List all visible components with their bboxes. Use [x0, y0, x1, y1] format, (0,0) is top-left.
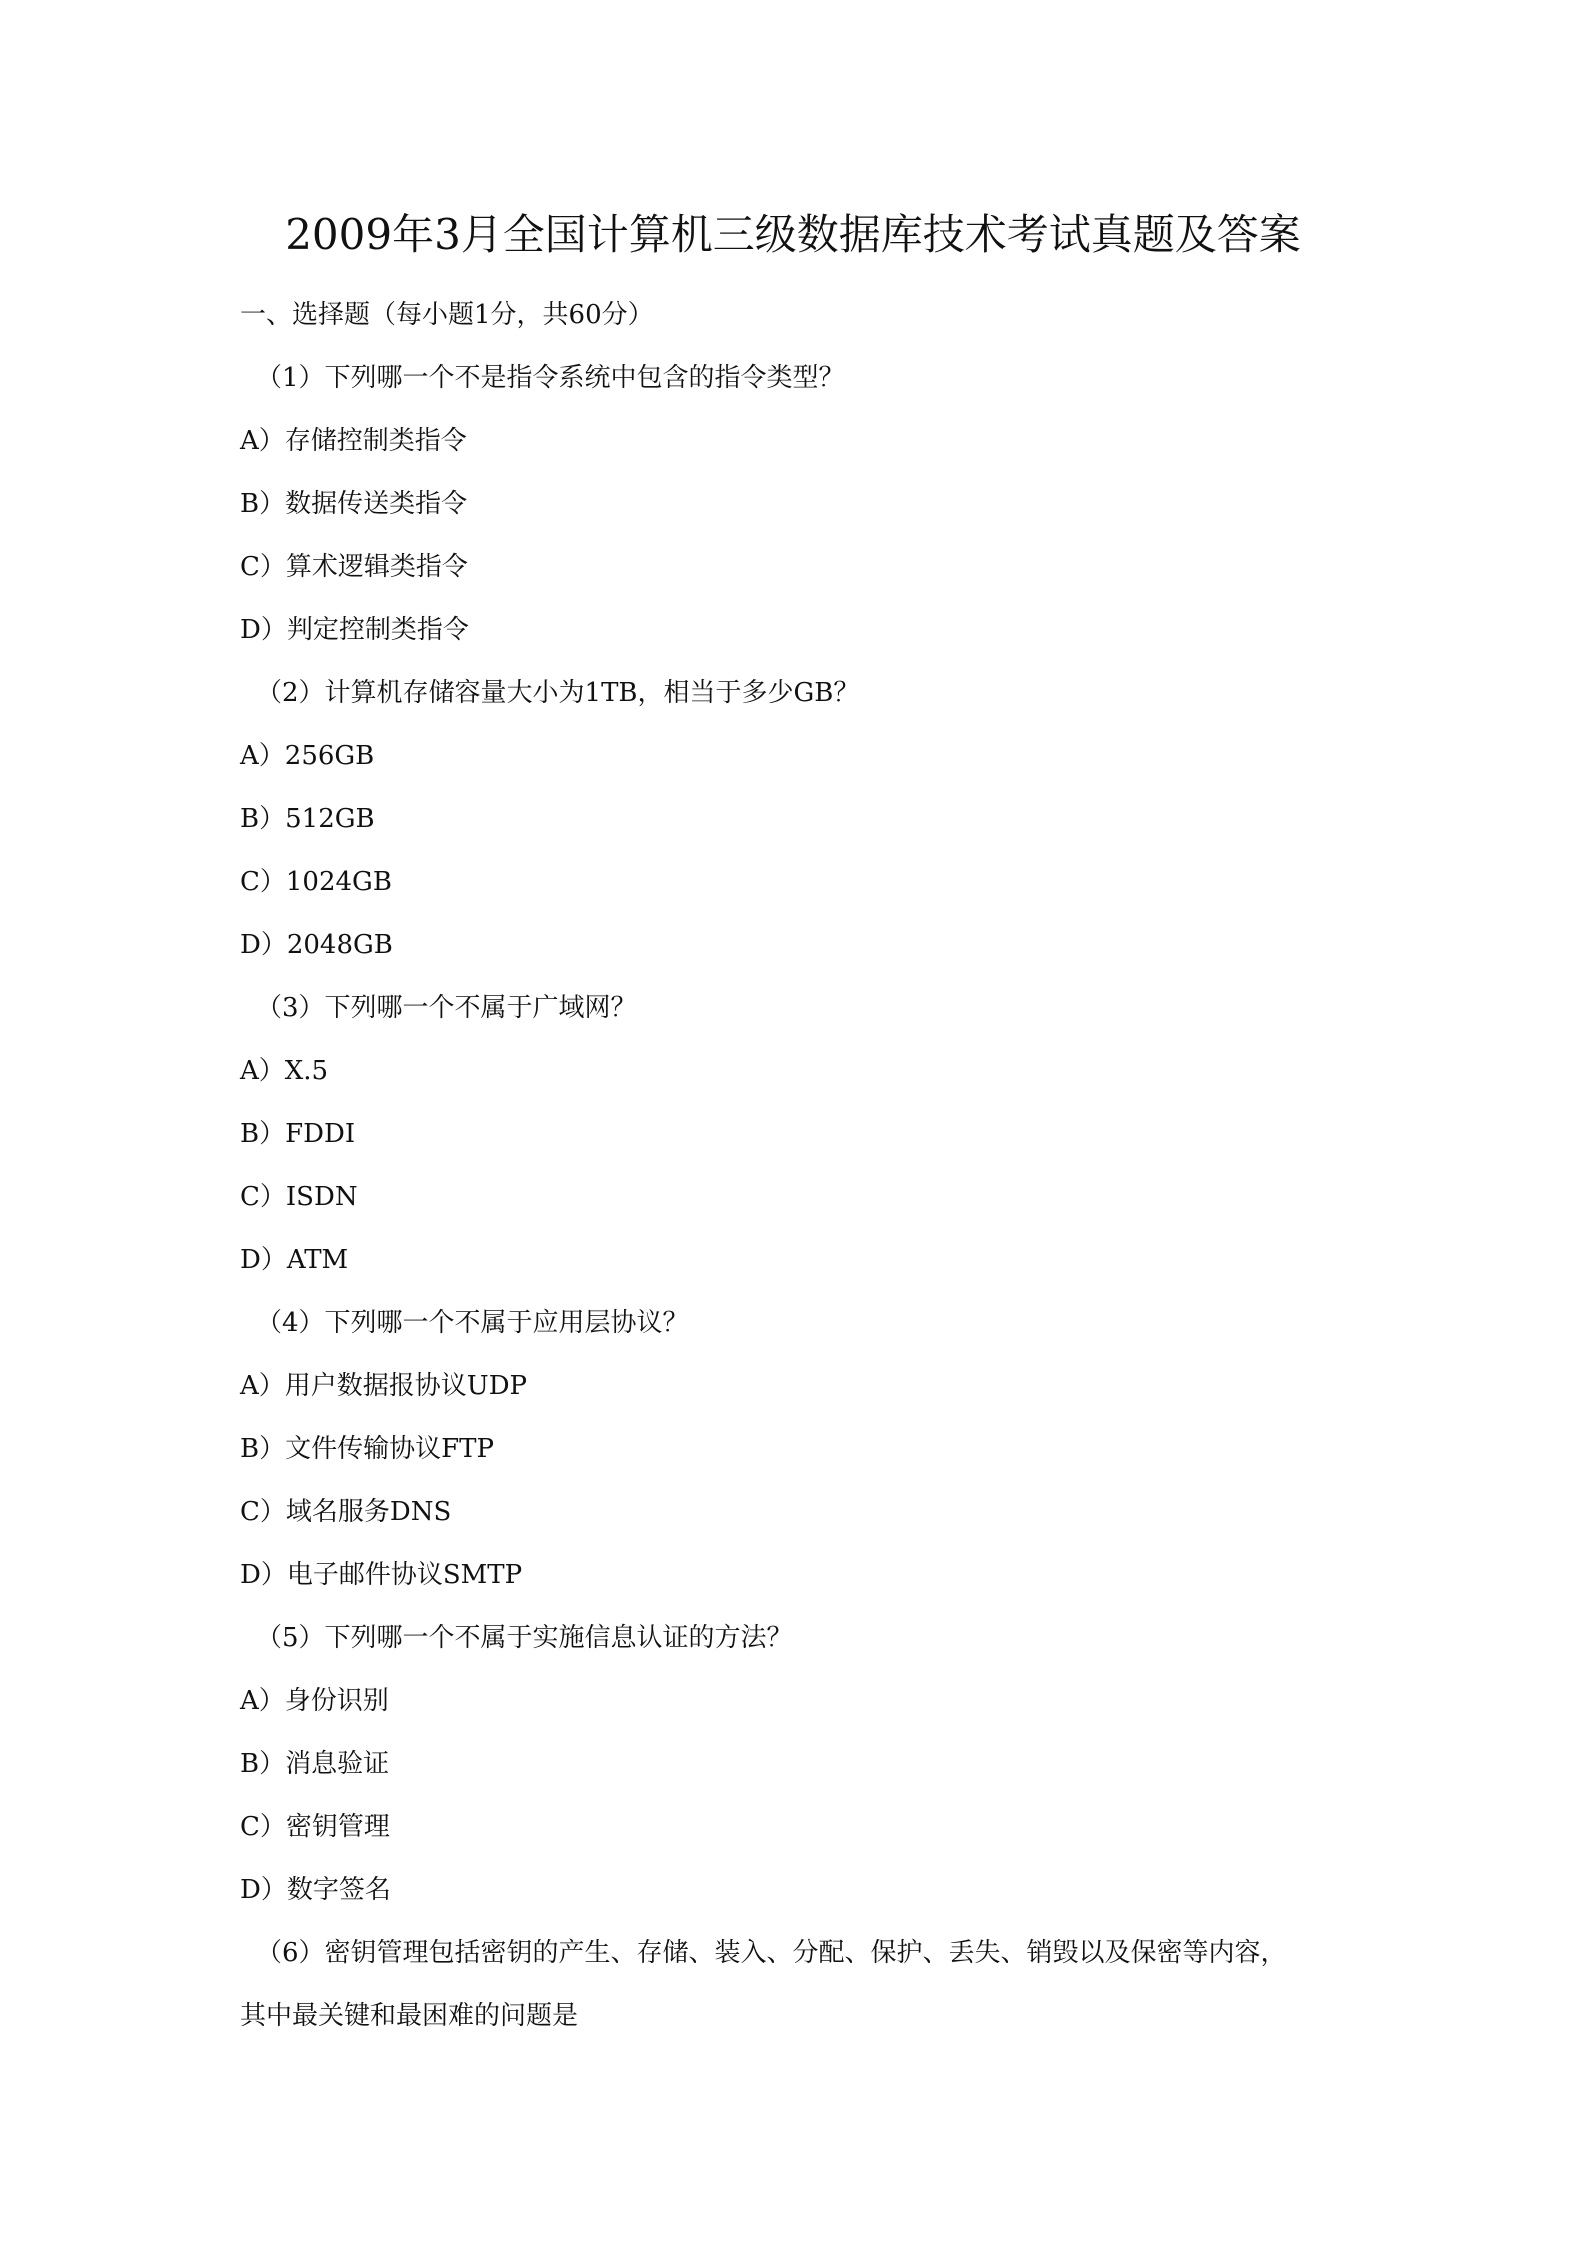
option-b: B）512GB [240, 804, 375, 834]
option-a: A）X.5 [240, 1056, 329, 1086]
option-c: C）1024GB [240, 867, 392, 897]
question-stem: （2）计算机存储容量大小为1TB，相当于多少GB？ [256, 678, 860, 708]
option-d: D）2048GB [240, 930, 393, 960]
option-b: B）文件传输协议FTP [240, 1434, 494, 1464]
question-stem: （3）下列哪一个不属于广域网？ [256, 993, 637, 1023]
option-d: D）数字签名 [240, 1875, 391, 1905]
option-b: B）消息验证 [240, 1749, 390, 1779]
question-stem: （1）下列哪一个不是指令系统中包含的指令类型？ [256, 363, 845, 393]
option-a: A）用户数据报协议UDP [240, 1371, 528, 1401]
document-body [240, 284, 1350, 2048]
question-stem-continued: 其中最关键和最困难的问题是 [240, 2001, 579, 2031]
option-c: C）ISDN [240, 1182, 358, 1212]
option-d: D）电子邮件协议SMTP [240, 1560, 523, 1590]
option-b: B）FDDI [240, 1119, 356, 1149]
option-c: C）密钥管理 [240, 1812, 390, 1842]
question-stem: （5）下列哪一个不属于实施信息认证的方法？ [256, 1623, 793, 1653]
question-stem: （4）下列哪一个不属于应用层协议？ [256, 1308, 689, 1338]
document-title: 2009年3月全国计算机三级数据库技术考试真题及答案 [285, 210, 1301, 259]
option-a: A）存储控制类指令 [240, 426, 467, 456]
option-d: D）ATM [240, 1245, 349, 1275]
option-a: A）身份识别 [240, 1686, 389, 1716]
option-a: A）256GB [240, 741, 375, 771]
option-b: B）数据传送类指令 [240, 489, 468, 519]
question-stem: （6）密钥管理包括密钥的产生、存储、装入、分配、保护、丢失、销毁以及保密等内容， [256, 1938, 1287, 1968]
section-heading: 一、选择题（每小题1分，共60分） [240, 300, 654, 330]
option-c: C）算术逻辑类指令 [240, 552, 468, 582]
option-c: C）域名服务DNS [240, 1497, 452, 1527]
option-d: D）判定控制类指令 [240, 615, 469, 645]
